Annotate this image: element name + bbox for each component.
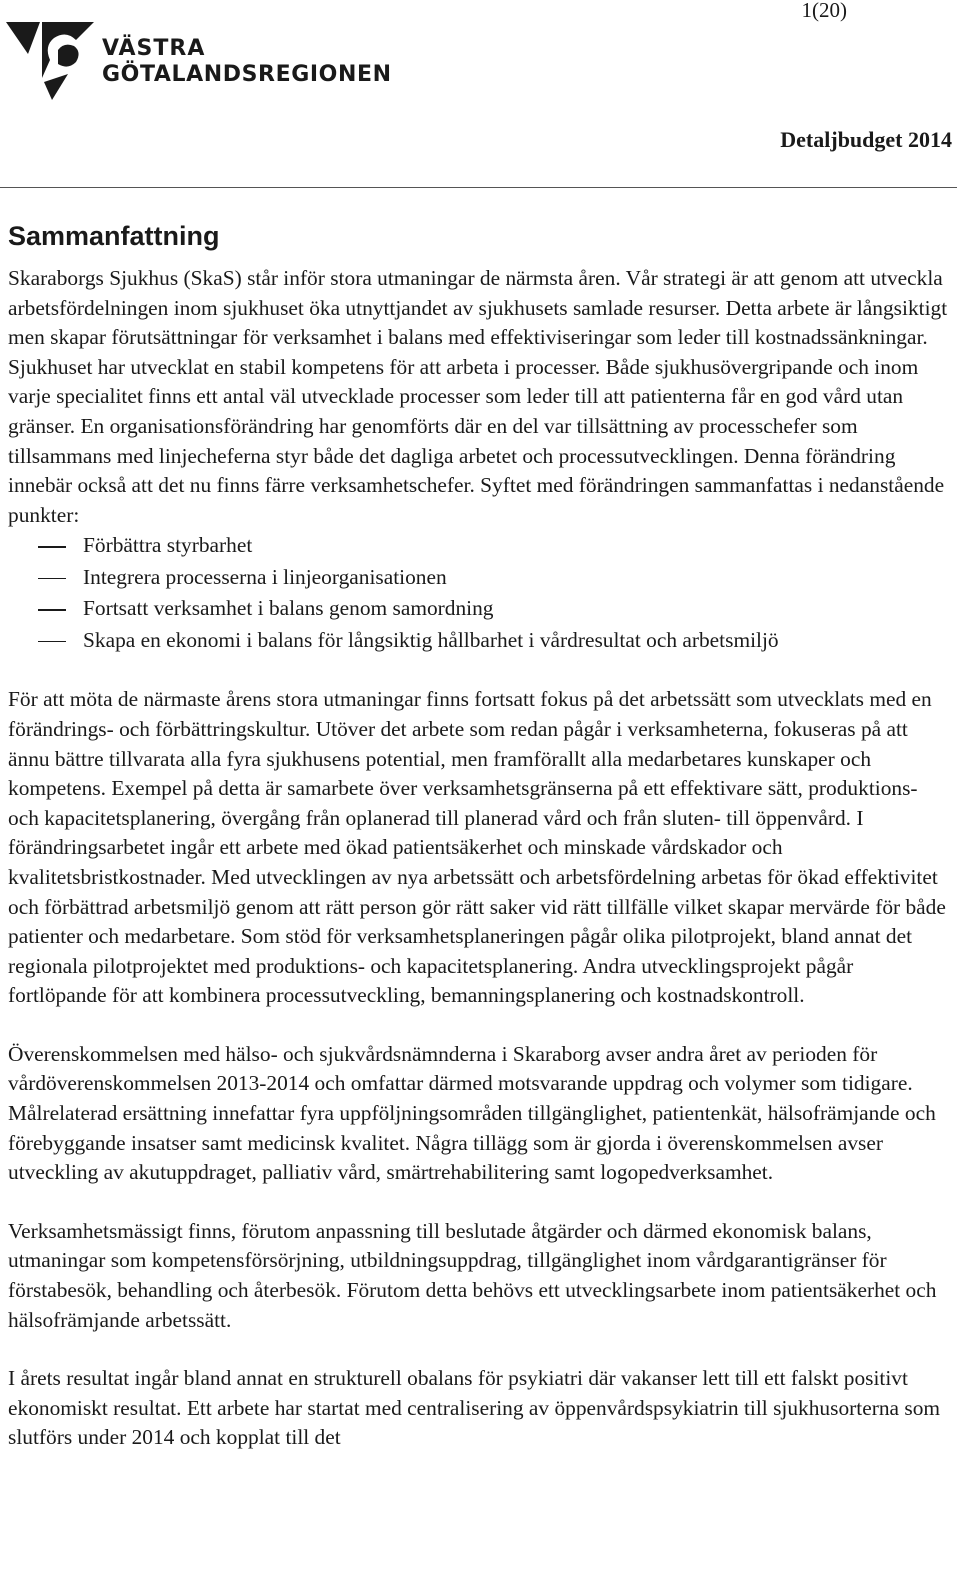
bullet-item: Fortsatt verksamhet i balans genom samordning xyxy=(8,593,953,625)
section-heading: Sammanfattning xyxy=(8,221,220,251)
paragraph-1: Skaraborgs Sjukhus (SkaS) står inför stora utmaningar de närmsta åren. Vår strategi är att genom att utveckla arbetsfördelningen inom sjukhuset öka utnyttjandet av sjukhusets samlade resurser. Detta arbete är långsiktigt men skapar förutsättningar för verksamhet i balans med effektiviseringar som leder till kostnadssänkningar. Sjukhuset har utvecklat en stabil kompetens för att arbeta i processer. Både sjukhusövergripande och inom varje specialitet finns ett antal väl utvecklade processer som leder till att patienterna får en god vård utan gränser. En organisationsförändring har genomförts där en del var tillsättning av processchefer som tillsammans med linjecheferna styr både det dagliga arbetet och processutvecklingen. Denna förändring innebär också att det nu finns färre verksamhetschefer. Syftet med förändringen sammanfattas i nedanstående punkter: xyxy=(8,266,948,527)
paragraph-5: I årets resultat ingår bland annat en strukturell obalans för psykiatri där vakanser lett till ett falskt positivt ekonomiskt resultat. Ett arbete har startat med centralisering av öppenvårdspsykiatrin till sjukhusorterna som slutförs under 2014 och kopplat till det xyxy=(8,1366,941,1450)
page-number: 1(20) xyxy=(801,0,847,22)
vgr-logo-icon xyxy=(6,20,102,104)
logo-line-2: GÖTALANDSREGIONEN xyxy=(102,62,392,87)
document-title: Detaljbudget 2014 xyxy=(780,127,952,152)
paragraph-4: Verksamhetsmässigt finns, förutom anpassning till beslutade åtgärder och därmed ekonomisk balans, utmaningar som kompetensförsörjning, utbildningsuppdrag, tillgänglighet inom vårdgarantigränser för förstabesök, behandling och återbesök. Förutom detta behövs ett utvecklingsarbete inom patientsäkerhet och hälsofrämjande arbetssätt. xyxy=(8,1218,937,1332)
logo xyxy=(6,20,406,104)
bullet-list xyxy=(8,530,953,656)
content xyxy=(8,218,953,1453)
bullet-item: Förbättra styrbarhet xyxy=(8,530,953,562)
bullet-item: Integrera processerna i linjeorganisationen xyxy=(8,562,953,594)
logo-line-1: VÄSTRA xyxy=(102,36,206,61)
header-rule xyxy=(0,187,957,188)
bullet-item: Skapa en ekonomi i balans för långsiktig hållbarhet i vårdresultat och arbetsmiljö xyxy=(8,625,953,657)
paragraph-2: För att möta de närmaste årens stora utmaningar finns fortsatt fokus på det arbetssätt som utvecklats med en förändrings- och förbättringskultur. Utöver det arbete som redan pågår i verksamheterna, fokuseras på att ännu bättre tillvarata alla fyra sjukhusens potential, men framförallt alla medarbetares kunskaper och kompetens. Exempel på detta är samarbete över verksamhetsgränserna på ett effektivare sätt, produktions- och kapacitetsplanering, övergång från oplanerad till planerad vård och från sluten- till öppenvård. I förändringsarbetet ingår ett arbete med ökad patientsäkerhet och minskade vårdskador och kvalitetsbristkostnader. Med utvecklingen av nya arbetssätt och arbetsfördelning arbetas för ökad effektivitet och förbättrad arbetsmiljö genom att rätt person gör rätt saker vid rätt tillfälle vilket skapar mervärde för både patienter och medarbetare. Som stöd för verksamhetsplaneringen pågår olika pilotprojekt, bland annat det regionala pilotprojektet med produktions- och kapacitetsplanering. Andra utvecklingsprojekt pågår fortlöpande för att kombinera processutveckling, bemanningsplanering och kostnadskontroll. xyxy=(8,687,946,1008)
paragraph-3: Överenskommelsen med hälso- och sjukvårdsnämnderna i Skaraborg avser andra året av perioden för vårdöverenskommelsen 2013-2014 och omfattar därmed motsvarande uppdrag och volymer som tidigare. Målrelaterad ersättning innefattar fyra uppföljningsområden tillgänglighet, patientenkät, hälsofrämjande och förebyggande insatser samt medicinsk kvalitet. Några tillägg som är gjorda i överenskommelsen avser utveckling av akutuppdraget, palliativ vård, smärtrehabilitering samt logopedverksamhet. xyxy=(8,1041,936,1185)
